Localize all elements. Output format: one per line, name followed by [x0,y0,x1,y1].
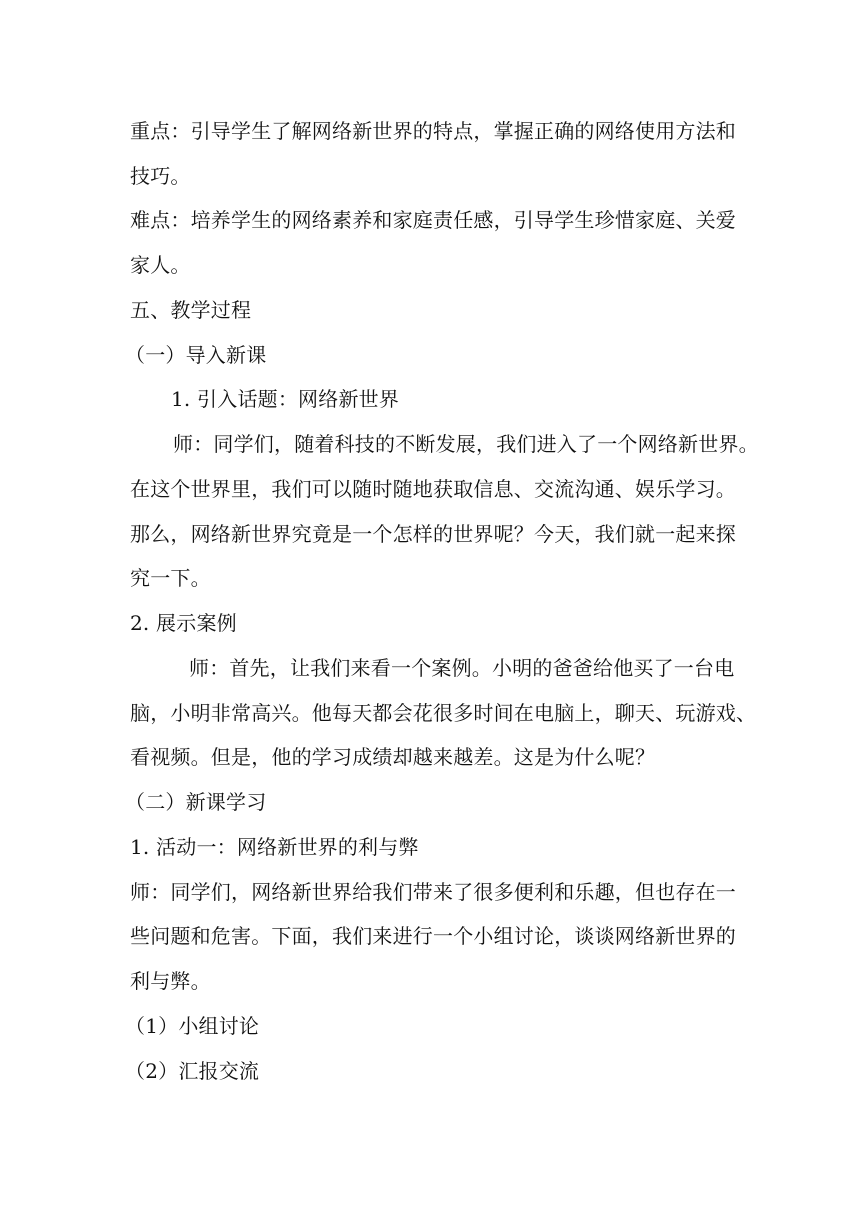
item-heading-topic: 1. 引入话题：网络新世界 [171,387,400,411]
key-point-line-1: 重点：引导学生了解网络新世界的特点，掌握正确的网络使用方法和 [130,119,736,143]
section-heading-teaching-process: 五、教学过程 [130,298,252,322]
teacher-para-2-line-1: 师：首先，让我们来看一个案例。小明的爸爸给他买了一台电 [189,656,735,680]
subsection-heading-intro: （一）导入新课 [125,343,267,367]
teacher-para-3-line-2: 些问题和危害。下面，我们来进行一个小组讨论，谈谈网络新世界的 [130,924,736,948]
item-heading-activity-1: 1. 活动一：网络新世界的利与弊 [130,835,419,859]
difficulty-line-2: 家人。 [130,253,191,277]
step-group-discussion: （1）小组讨论 [125,1014,260,1038]
item-heading-case: 2. 展示案例 [130,611,237,635]
teacher-para-1-line-1: 师：同学们，随着科技的不断发展，我们进入了一个网络新世界。 [173,432,759,456]
step-report-exchange: （2）汇报交流 [125,1059,260,1083]
teacher-para-2-line-3: 看视频。但是，他的学习成绩却越来越差。这是为什么呢？ [130,745,656,769]
teacher-para-1-line-3: 那么，网络新世界究竟是一个怎样的世界呢？今天，我们就一起来探 [130,522,736,546]
subsection-heading-new-lesson: （二）新课学习 [125,790,267,814]
teacher-para-1-line-4: 究一下。 [130,566,211,590]
key-point-line-2: 技巧。 [130,164,191,188]
teacher-para-2-line-2: 脑，小明非常高兴。他每天都会花很多时间在电脑上，聊天、玩游戏、 [130,701,757,725]
difficulty-line-1: 难点：培养学生的网络素养和家庭责任感，引导学生珍惜家庭、关爱 [130,208,736,232]
teacher-para-3-line-1: 师：同学们，网络新世界给我们带来了很多便利和乐趣，但也存在一 [130,880,736,904]
teacher-para-3-line-3: 利与弊。 [130,969,211,993]
teacher-para-1-line-2: 在这个世界里，我们可以随时随地获取信息、交流沟通、娱乐学习。 [130,477,736,501]
